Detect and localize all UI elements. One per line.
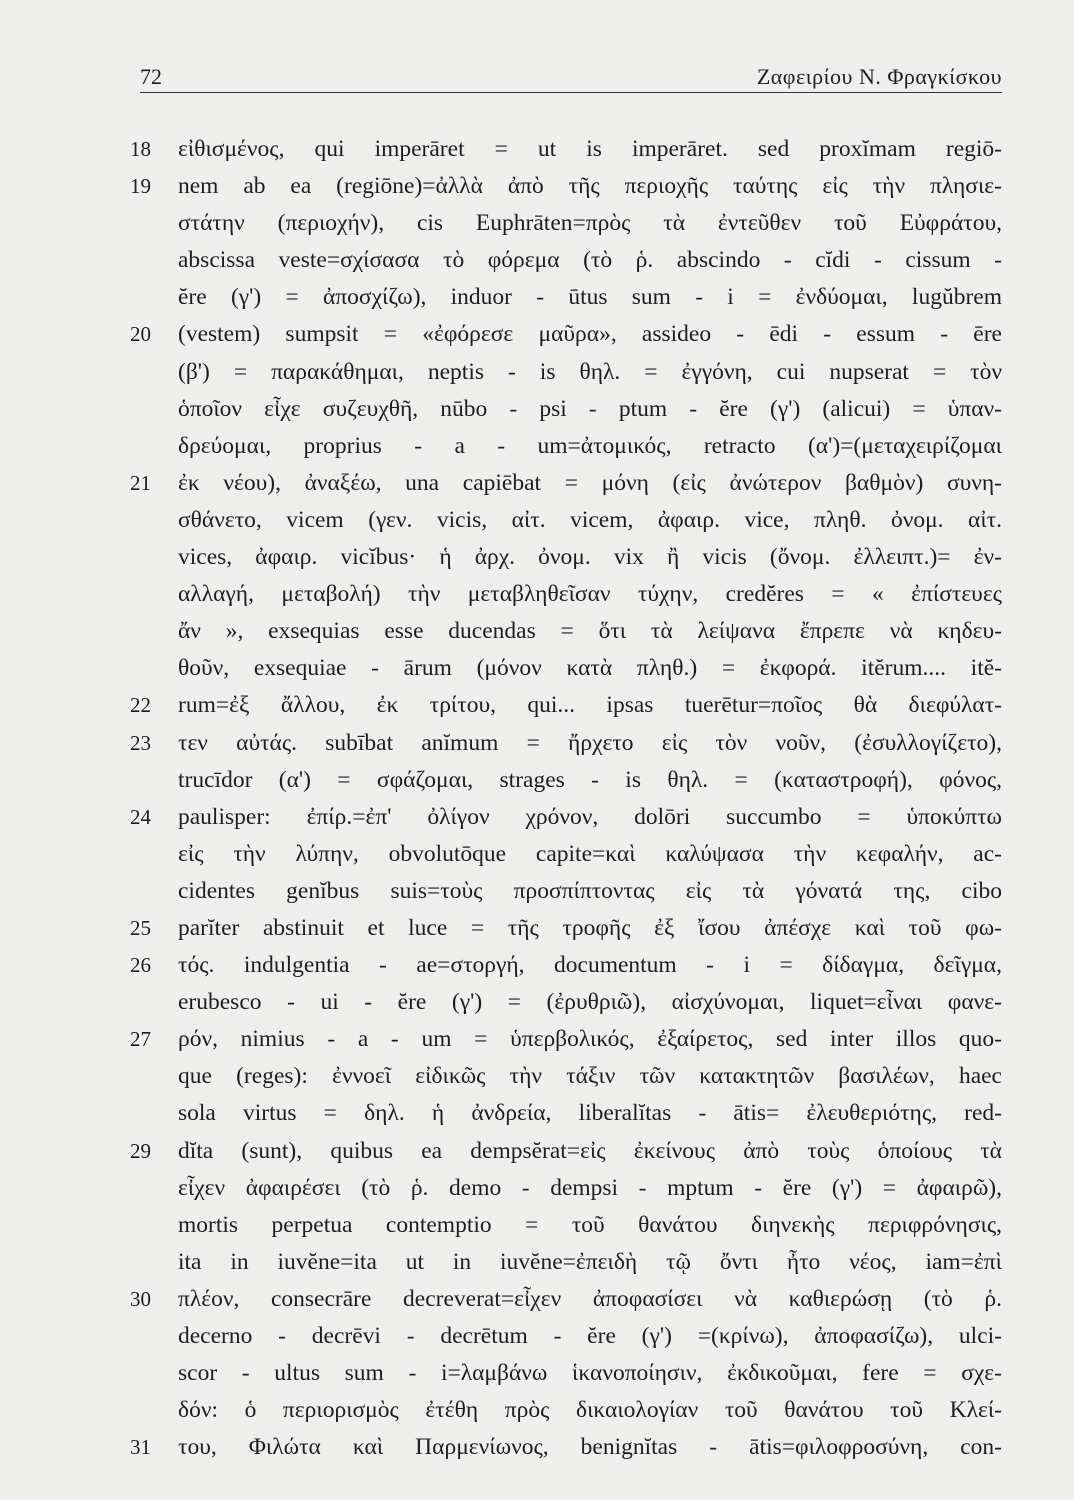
line-text: εἶχεν ἀφαιρέσει (τὸ ῥ. demo - dempsi - mptum - ĕre (γ') = ἀφαιρῶ), xyxy=(178,1174,1002,1201)
line-text: ὁποῖον εἶχε συζευχθῆ, nūbo - psi - ptum - ĕre (γ') (alicui) = ὑπαν- xyxy=(178,395,1002,422)
text-line xyxy=(130,984,1002,1021)
text-line xyxy=(130,650,1002,687)
line-number: 24 xyxy=(130,804,151,829)
line-text: scor - ultus sum - i=λαμβάνω ἱκανοποίησιν, ἐκδικοῦμαι, fere = σχε- xyxy=(178,1360,1002,1387)
text-line xyxy=(130,1244,1002,1281)
text-line xyxy=(130,725,1002,762)
line-text: sola virtus = δηλ. ἡ ἀνδρεία, liberalĭtas - ātis= ἐλευθεριότης, red- xyxy=(178,1100,1002,1127)
text-line xyxy=(130,1021,1002,1058)
line-text: τός. indulgentia - ae=στοργή, documentum - i = δίδαγμα, δεῖγμα, xyxy=(178,952,1002,979)
text-line xyxy=(130,1133,1002,1170)
text-line xyxy=(130,428,1002,465)
line-text: εἰθισμένος, qui imperāret = ut is imperāret. sed proxĭmam regiō- xyxy=(178,136,1002,162)
line-number: 25 xyxy=(130,915,151,940)
text-line xyxy=(130,539,1002,576)
line-text: δόν: ὁ περιορισμὸς ἐτέθη πρὸς δικαιολογίαν τοῦ θανάτου τοῦ Κλεί- xyxy=(178,1397,1002,1424)
text-line xyxy=(130,354,1002,391)
text-line xyxy=(130,687,1002,724)
line-text: decerno - decrēvi - decrētum - ĕre (γ') =(κρίνω), ἀποφασίζω), ulci- xyxy=(178,1323,1002,1349)
line-text: ἐκ νέου), ἀναξέω, una capiēbat = μόνη (εἰς ἀνώτερον βαθμὸν) συνη- xyxy=(178,469,1002,496)
text-line xyxy=(130,1392,1002,1429)
line-text: ρόν, nimius - a - um = ὑπερβολικός, ἐξαίρετος, sed inter illos quo- xyxy=(178,1026,1002,1053)
line-number: 21 xyxy=(130,470,151,495)
line-text: dĭta (sunt), quibus ea dempsĕrat=εἰς ἐκείνους ἀπὸ τοὺς ὁποίους τὰ xyxy=(178,1137,1002,1164)
text-line xyxy=(130,1355,1002,1392)
line-number: 19 xyxy=(130,174,151,199)
text-line xyxy=(130,131,1002,168)
text-line xyxy=(130,873,1002,910)
text-line xyxy=(130,242,1002,279)
line-text: rum=ἐξ ἄλλου, ἐκ τρίτου, qui... ipsas tuerētur=ποῖος θὰ διεφύλατ- xyxy=(178,692,1002,719)
text-line xyxy=(130,1281,1002,1318)
line-number: 27 xyxy=(130,1027,151,1052)
text-line xyxy=(130,205,1002,242)
line-number: 20 xyxy=(130,322,151,347)
line-number: 29 xyxy=(130,1138,151,1163)
line-text: ĕre (γ') = ἀποσχίζω), induor - ūtus sum - i = ἐνδύομαι, lugŭbrem xyxy=(178,284,1002,311)
line-text: πλέον, consecrāre decreverat=εἶχεν ἀποφασίσει νὰ καθιερώσῃ (τὸ ῥ. xyxy=(178,1285,1002,1312)
line-text: abscissa veste=σχίσασα τὸ φόρεμα (τὸ ῥ. abscindo - cĭdi - cissum - xyxy=(178,247,1002,274)
text-line xyxy=(130,762,1002,799)
line-text: (β') = παρακάθημαι, neptis - is θηλ. = ἐγγόνη, cui nupserat = τὸν xyxy=(178,358,1002,385)
text-line xyxy=(130,279,1002,316)
text-line xyxy=(130,1170,1002,1207)
line-text: paulisper: ἐπίρ.=ἐπ' ὀλίγον χρόνον, dolōri succumbo = ὑποκύπτω xyxy=(178,803,1002,830)
line-number: 22 xyxy=(130,693,151,718)
line-text: ita in iuvĕne=ita ut in iuvĕne=ἐπειδὴ τῷ ὄντι ἦτο νέος, iam=ἐπὶ xyxy=(178,1248,1002,1275)
running-title: Ζαφειρίου Ν. Φραγκίσκου xyxy=(756,64,1002,89)
text-line xyxy=(130,613,1002,650)
line-number: 31 xyxy=(130,1435,151,1460)
line-number: 18 xyxy=(130,137,151,161)
line-text: (vestem) sumpsit = «ἐφόρεσε μαῦρα», assideo - ēdi - essum - ēre xyxy=(178,321,1002,348)
text-line xyxy=(130,168,1002,205)
line-text: nem ab ea (regiōne)=ἀλλὰ ἀπὸ τῆς περιοχῆς ταύτης εἰς τὴν πλησιε- xyxy=(178,173,1002,200)
line-text: ἄν », exsequias esse ducendas = ὅτι τὰ λείψανα ἔπρεπε νὰ κηδευ- xyxy=(178,618,1002,645)
text-line xyxy=(130,1095,1002,1132)
text-line xyxy=(130,316,1002,353)
text-line xyxy=(130,502,1002,539)
line-number: 26 xyxy=(130,953,151,978)
line-text: mortis perpetua contemptio = τοῦ θανάτου διηνεκὴς περιφρόνησις, xyxy=(178,1211,1002,1238)
line-text: vices, ἀφαιρ. vicĭbus· ἡ ἀρχ. ὀνομ. vix ἢ vicis (ὄνομ. ἐλλειπτ.)= ἐν- xyxy=(178,544,1002,571)
text-line xyxy=(130,1429,1002,1466)
line-text: δρεύομαι, proprius - a - um=ἀτομικός, retracto (α')=(μεταχειρίζομαι xyxy=(178,432,1002,459)
line-text: θοῦν, exsequiae - ārum (μόνον κατὰ πληθ.) = ἐκφορά. itĕrum.... itĕ- xyxy=(178,655,1002,682)
text-line xyxy=(130,1058,1002,1095)
text-line xyxy=(130,1207,1002,1244)
line-text: εἰς τὴν λύπην, obvolutōque capite=καὶ καλύψασα τὴν κεφαλήν, ac- xyxy=(178,840,1002,867)
text-line xyxy=(130,1318,1002,1355)
line-number: 23 xyxy=(130,730,151,755)
text-line xyxy=(130,799,1002,836)
line-text: erubesco - ui - ĕre (γ') = (ἐρυθριῶ), αἰσχύνομαι, liquet=εἶναι φανε- xyxy=(178,989,1002,1016)
text-line xyxy=(130,947,1002,984)
line-text: του, Φιλώτα καὶ Παρμενίωνος, benignĭtas - ātis=φιλοφροσύνη, con- xyxy=(178,1434,1002,1461)
text-line xyxy=(130,910,1002,947)
line-text: parĭter abstinuit et luce = τῆς τροφῆς ἐξ ἴσου ἀπέσχε καὶ τοῦ φω- xyxy=(178,914,1002,941)
line-text: στάτην (περιοχήν), cis Euphrāten=πρὸς τὰ ἐντεῦθεν τοῦ Εὐφράτου, xyxy=(178,210,1002,237)
page-number: 72 xyxy=(140,64,162,89)
line-text: τεν αὐτάς. subībat anĭmum = ἤρχετο εἰς τὸν νοῦν, (ἐσυλλογίζετο), xyxy=(178,729,1002,756)
text-line xyxy=(130,391,1002,428)
line-text: trucīdor (α') = σφάζομαι, strages - is θηλ. = (καταστροφή), φόνος, xyxy=(178,766,1002,793)
page-header xyxy=(140,60,1002,93)
line-text: αλλαγή, μεταβολή) τὴν μεταβληθεῖσαν τύχην, credĕres = « ἐπίστευες xyxy=(178,581,1002,608)
text-line xyxy=(130,465,1002,502)
text-line xyxy=(130,836,1002,873)
line-text: cidentes genĭbus suis=τοὺς προσπίπτοντας εἰς τὰ γόνατά της, cibo xyxy=(178,877,1002,904)
line-text: que (reges): ἐννοεῖ εἰδικῶς τὴν τάξιν τῶν κατακτητῶν βασιλέων, haec xyxy=(178,1063,1002,1090)
line-text: σθάνετο, vicem (γεν. vicis, αἰτ. vicem, ἀφαιρ. vice, πληθ. ὀνομ. αἰτ. xyxy=(178,506,1002,533)
line-number: 30 xyxy=(130,1286,151,1311)
text-line xyxy=(130,576,1002,613)
commentary-text xyxy=(130,131,1002,1466)
